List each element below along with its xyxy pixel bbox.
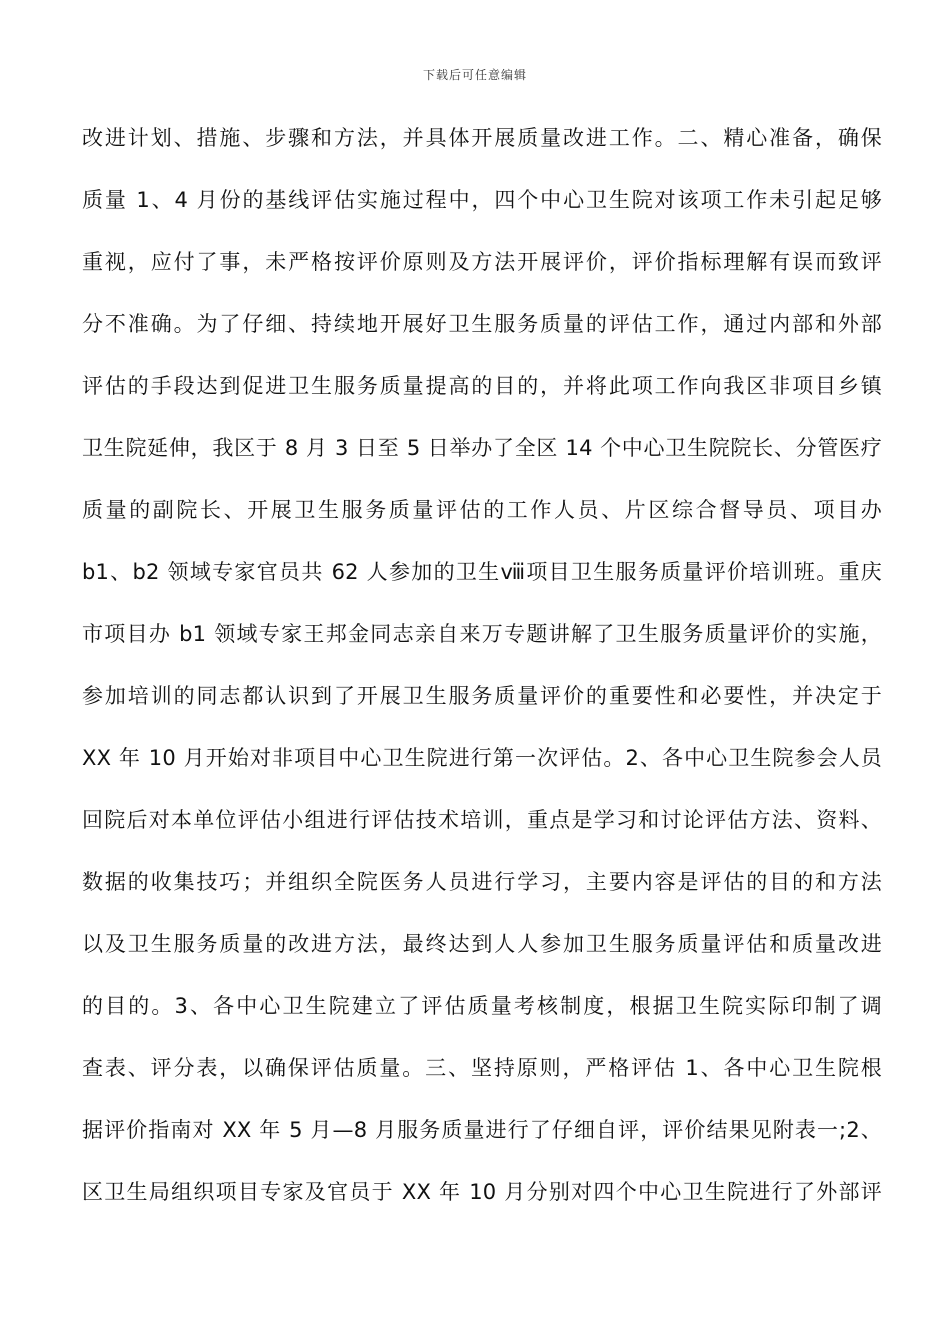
page-header-note: 下载后可任意编辑 <box>422 68 527 82</box>
text-line: 评估的手段达到促进卫生服务质量提高的目的，并将此项工作向我区非项目乡镇 <box>82 374 882 398</box>
text-line: 回院后对本单位评估小组进行评估技术培训，重点是学习和讨论评估方法、资料、 <box>82 808 882 832</box>
text-line: 重视，应付了事，未严格按评价原则及方法开展评价，评价指标理解有误而致评 <box>82 250 882 274</box>
text-line: 查表、评分表，以确保评估质量。三、坚持原则，严格评估 1、各中心卫生院根 <box>82 1056 882 1080</box>
text-line: XX 年 10 月开始对非项目中心卫生院进行第一次评估。2、各中心卫生院参会人员 <box>82 746 882 770</box>
text-line: 据评价指南对 XX 年 5 月—8 月服务质量进行了仔细自评，评价结果见附表一;2、 <box>82 1118 882 1142</box>
text-line: 数据的收集技巧；并组织全院医务人员进行学习，主要内容是评估的目的和方法 <box>82 870 882 894</box>
text-line: b1、b2 领域专家官员共 62 人参加的卫生ⅷ项目卫生服务质量评价培训班。重庆 <box>82 560 882 584</box>
text-line: 参加培训的同志都认识到了开展卫生服务质量评价的重要性和必要性，并决定于 <box>82 684 882 708</box>
text-line: 改进计划、措施、步骤和方法，并具体开展质量改进工作。二、精心准备，确保 <box>82 126 882 150</box>
text-line: 质量 1、4 月份的基线评估实施过程中，四个中心卫生院对该项工作未引起足够 <box>82 188 882 212</box>
text-line: 质量的副院长、开展卫生服务质量评估的工作人员、片区综合督导员、项目办 <box>82 498 882 522</box>
text-line: 的目的。3、各中心卫生院建立了评估质量考核制度，根据卫生院实际印制了调 <box>82 994 882 1018</box>
text-line: 分不准确。为了仔细、持续地开展好卫生服务质量的评估工作，通过内部和外部 <box>82 312 882 336</box>
text-line: 卫生院延伸，我区于 8 月 3 日至 5 日举办了全区 14 个中心卫生院院长、分管医疗 <box>82 436 882 460</box>
text-line: 以及卫生服务质量的改进方法，最终达到人人参加卫生服务质量评估和质量改进 <box>82 932 882 956</box>
text-line: 市项目办 b1 领域专家王邦金同志亲自来万专题讲解了卫生服务质量评价的实施， <box>82 622 882 646</box>
document-body <box>82 112 882 1228</box>
text-line: 区卫生局组织项目专家及官员于 XX 年 10 月分别对四个中心卫生院进行了外部评 <box>82 1180 882 1204</box>
